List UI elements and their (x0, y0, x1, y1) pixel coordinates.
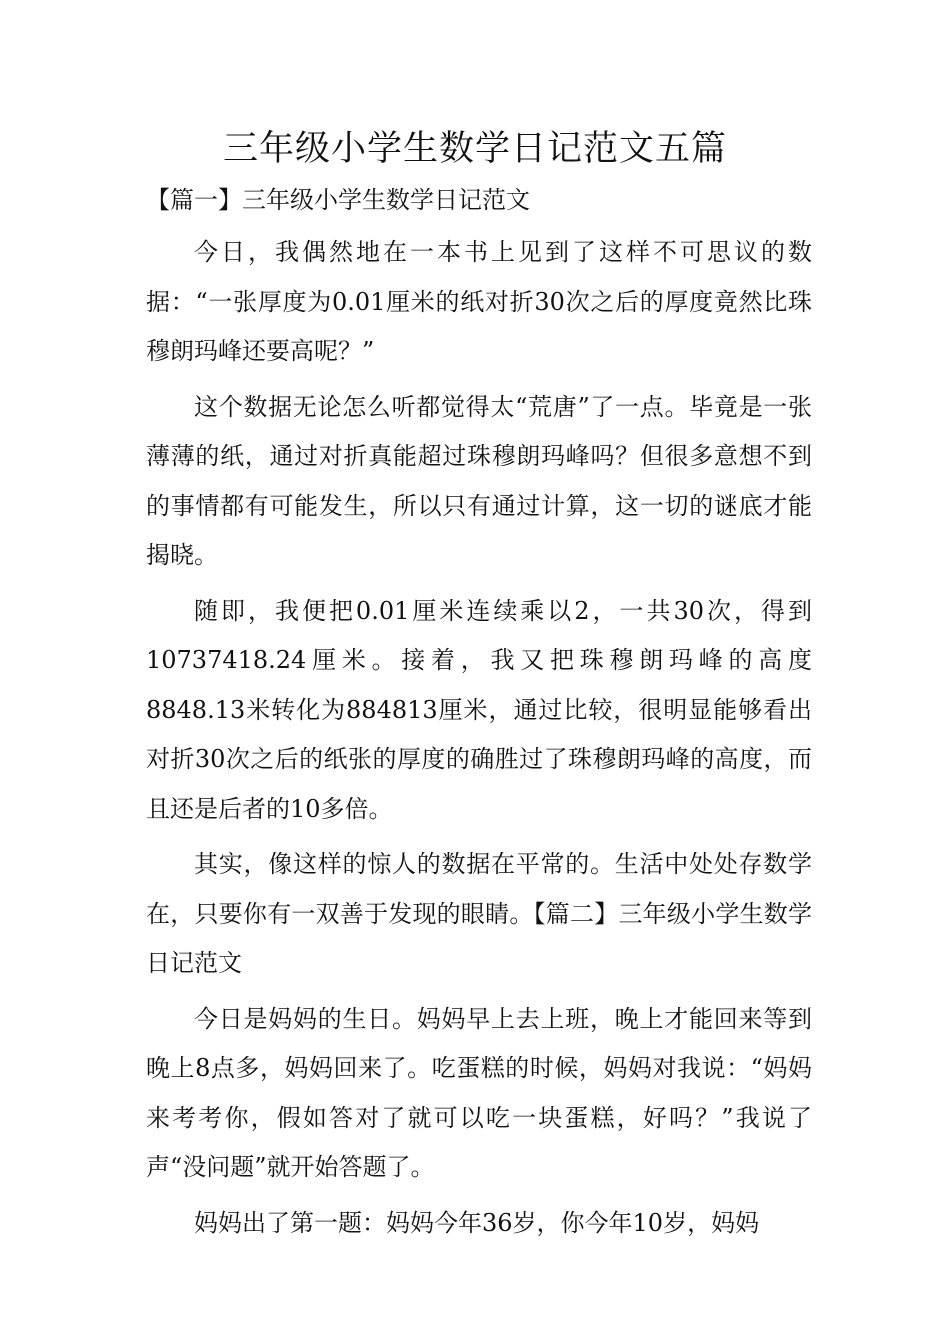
document-body (146, 178, 812, 1254)
paragraph: 妈妈出了第一题：妈妈今年36岁，你今年10岁，妈妈 (194, 1208, 760, 1237)
paragraph: 今日是妈妈的生日。妈妈早上去上班，晚上才能回来等到晚上8点多，妈妈回来了。吃蛋糕的时候，妈妈对我说：“妈妈来考考你，假如答对了就可以吃一块蛋糕，好吗？”我说了声“没问题”就开始答题了。 (146, 1004, 812, 1181)
paragraph: 随即，我便把0.01厘米连续乘以2，一共30次，得到10737418.24厘米。接着，我又把珠穆朗玛峰的高度8848.13米转化为884813厘米，通过比较，很明显能够看出对折30次之后的纸张的厚度的确胜过了珠穆朗玛峰的高度，而且还是后者的10多倍。 (146, 596, 812, 823)
section-heading: 【篇一】三年级小学生数学日记范文 (146, 186, 530, 214)
document-title: 三年级小学生数学日记范文五篇 (222, 129, 727, 169)
paragraph: 今日，我偶然地在一本书上见到了这样不可思议的数据：“一张厚度为0.01厘米的纸对折30次之后的厚度竟然比珠穆朗玛峰还要高呢？” (146, 238, 812, 365)
paragraph: 这个数据无论怎么听都觉得太“荒唐”了一点。毕竟是一张薄薄的纸，通过对折真能超过珠穆朗玛峰吗？但很多意想不到的事情都有可能发生，所以只有通过计算，这一切的谜底才能揭晓。 (146, 392, 812, 569)
paragraph: 其实，像这样的惊人的数据在平常的。生活中处处存数学在，只要你有一双善于发现的眼睛。【篇二】三年级小学生数学日记范文 (146, 850, 812, 977)
